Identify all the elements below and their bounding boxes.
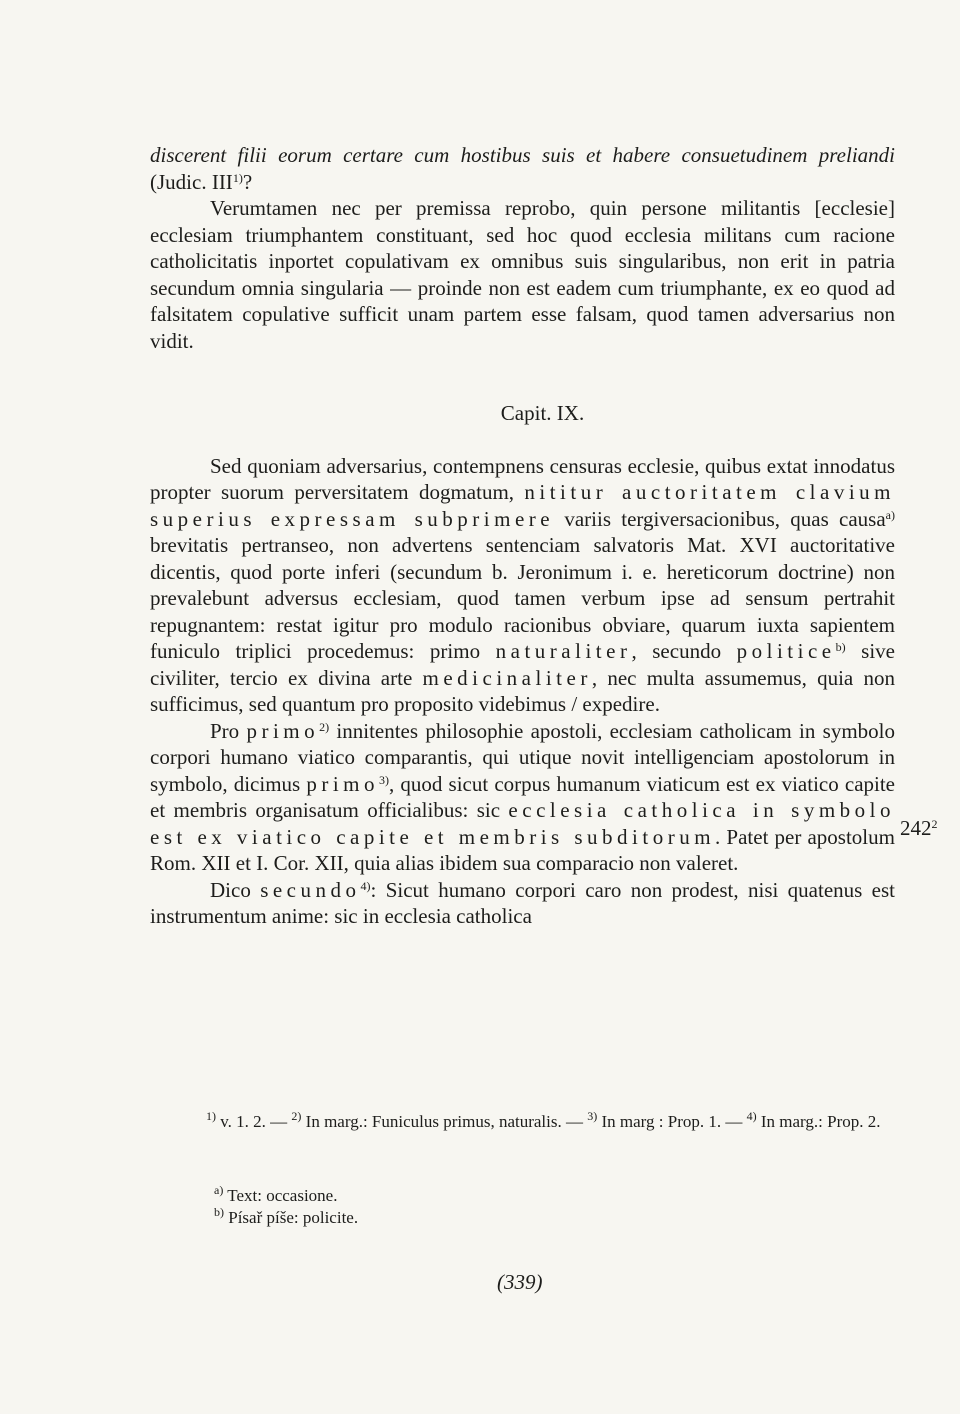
chapter-heading: Capit. IX. — [500, 401, 585, 425]
page-number: (339) — [497, 1270, 543, 1294]
p4-spaced-2: primo — [306, 771, 380, 796]
p4-text-c: , quod sicut corpus humanum viaticum est ex viatico capite et membris organisatum officialibus: sic — [150, 771, 895, 822]
italic-quote: discerent filii eorum certare cum hostibus suis et habere consuetudinem preliandi — [150, 143, 895, 167]
footnote-line: $^{1)}$ v. 1. 2. — $^{2)}$ In marg.: Funiculus primus, naturalis. — $^{3)}$ In marg : Prop. 1. — $^{4)}$ In marg.: Prop. 2. — [206, 1109, 881, 1131]
p4-text-d: . Patet per apostolum Rom. XII et I. Cor. XII, quia alias ibidem sua comparacio non valeret. — [150, 824, 895, 875]
paragraph-1 — [150, 142, 895, 195]
p3-spaced-2: naturaliter — [495, 639, 632, 663]
p3-spaced-4: medicinaliter — [422, 665, 592, 690]
p3-text-f: , nec multa assumemus, quia non sufficimus, sed quantum pro proposito videbimus / expedire. — [150, 665, 895, 716]
critical-note-b: $^{b)}$ Písař píše: policite. — [214, 1205, 359, 1227]
p3-text-d: , secundo — [631, 639, 737, 663]
p4-spaced-1: primo — [246, 718, 320, 743]
citation: (Judic. III — [150, 169, 233, 194]
critical-apparatus — [214, 1185, 358, 1229]
paragraph-4 — [150, 718, 895, 877]
main-text — [150, 142, 895, 930]
paragraph-3 — [150, 453, 895, 718]
p4-text-b: innitentes philosophie apostoli, ecclesiam catholicam in symbolo corpori humano viatico comparantis, qui utique novit intelligenciam apostolorum in symbolo, dicimus — [150, 718, 895, 796]
margin-folio-number: $242^2$ — [900, 816, 938, 840]
p5-text-b: : Sicut humano corpori caro non prodest, nisi quatenus est instrumentum anime: sic in ecclesia catholica — [150, 877, 896, 928]
paragraph-5 — [150, 877, 895, 930]
p3-spaced-3: politice — [736, 639, 836, 663]
footnotes — [150, 1111, 895, 1133]
paragraph-2: Verumtamen nec per premissa reprobo, quin persone militantis [ecclesie] ecclesiam triumphantem constituant, sed hoc quod ecclesia militans cum racione catholicitatis inportet copulativam ex omnibus suis singularibus, non erit in patria secundum omnia singularia — proinde non est eadem cum triumphante, ex eo quod ad falsitatem copulative sufficit unam partem esse falsam, quod tamen adversarius non vidit. — [150, 196, 895, 353]
p5-text-a: Dico — [210, 877, 261, 902]
p3-spaced-1: nititur auctoritatem clavium superius expressam subprimere — [150, 480, 895, 531]
footnote-ref-1: 1) — [232, 170, 243, 185]
footnote-ref-2: 2) — [319, 719, 330, 734]
critical-note-a: $^{a)}$ Text: occasione. — [214, 1183, 338, 1205]
p3-text-c: brevitatis pertranseo, non advertens sentenciam salvatoris Mat. XVI auctoritative dicentis, quod porte inferi (secundum b. Jeronimum i. e. hereticorum doctrine) non prevalebunt adversus ecclesiam, quod tamen verbum ipse ad sensum pertrahit repugnantem: restat igitur pro modulo racionibus obviare, quarum iuxta sapientem funiculo triplici procedemus: primo — [150, 533, 895, 663]
question-mark: ? — [242, 169, 253, 194]
p4-text-a: Pro — [210, 718, 247, 743]
footnote-ref-3: 3) — [379, 772, 390, 787]
p4-spaced-3: ecclesia catholica in symbolo est ex viatico capite et membris subditorum — [150, 798, 895, 849]
p5-spaced-1: secundo — [260, 877, 361, 902]
p3-text-e: sive civiliter, tercio ex divina arte — [150, 639, 895, 690]
p3-text-a: Sed quoniam adversarius, contempnens censuras ecclesie, quibus extat innodatus propter suorum perversitatem dogmatum, — [150, 453, 895, 504]
p3-text-b: variis tergiversacionibus, quas causa — [554, 506, 886, 531]
footnote-ref-4: 4) — [360, 878, 371, 893]
critical-ref-a: a) — [885, 507, 895, 522]
critical-ref-b: b) — [835, 640, 846, 654]
